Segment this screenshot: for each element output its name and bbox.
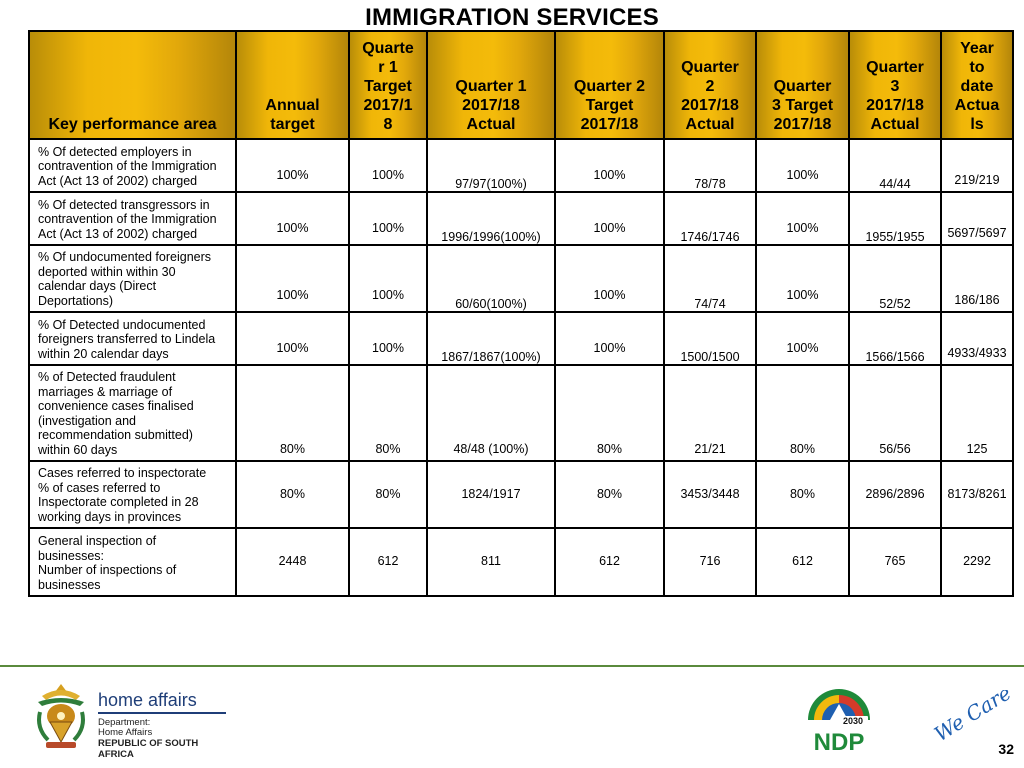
header-ytd-actuals: Year to date Actua ls [941, 31, 1013, 139]
q3-target-cell: 100% [756, 192, 849, 245]
q3-target-cell: 80% [756, 365, 849, 461]
q3-actual-cell: 1566/1566 [849, 312, 941, 365]
ytd-actual-cell: 4933/4933 [941, 312, 1013, 365]
q3-target-cell: 80% [756, 461, 849, 528]
table-row [29, 139, 1013, 192]
q1-target-cell: 80% [349, 461, 427, 528]
q1-actual-cell: 60/60(100%) [427, 245, 555, 312]
country-name: REPUBLIC OF SOUTH AFRICA [98, 738, 199, 760]
kpa-cell: % Of detected transgressors in contravention of the Immigration Act (Act 13 of 2002) charged [29, 192, 236, 245]
slogan-text: We Care! [932, 690, 1012, 747]
table-row [29, 461, 1013, 528]
q2-target-cell: 100% [555, 192, 664, 245]
ndp-2030-logo-icon [800, 684, 878, 756]
kpa-cell: Cases referred to inspectorate % of cases referred to Inspectorate completed in 28 working days in provinces [29, 461, 236, 528]
q1-actual-cell: 48/48 (100%) [427, 365, 555, 461]
q1-actual-cell: 1996/1996(100%) [427, 192, 555, 245]
ytd-actual-cell: 8173/8261 [941, 461, 1013, 528]
table-row [29, 365, 1013, 461]
q2-target-cell: 80% [555, 365, 664, 461]
q1-target-cell: 100% [349, 139, 427, 192]
page-number: 32 [998, 741, 1014, 757]
ytd-actual-cell: 219/219 [941, 139, 1013, 192]
coat-of-arms-icon [32, 682, 90, 754]
header-q3-target: Quarter 3 Target 2017/18 [756, 31, 849, 139]
kpa-cell: General inspection of businesses: Number of inspections of businesses [29, 528, 236, 596]
q3-target-cell: 612 [756, 528, 849, 596]
q1-target-cell: 612 [349, 528, 427, 596]
ytd-actual-cell: 186/186 [941, 245, 1013, 312]
q3-actual-cell: 52/52 [849, 245, 941, 312]
header-key-performance-area: Key performance area [29, 31, 236, 139]
q3-target-cell: 100% [756, 312, 849, 365]
q2-target-cell: 80% [555, 461, 664, 528]
q1-actual-cell: 97/97(100%) [427, 139, 555, 192]
kpa-cell: % of Detected fraudulent marriages & marriage of convenience cases finalised (investigation and recommendation submitted) within 60 days [29, 365, 236, 461]
q2-target-cell: 100% [555, 245, 664, 312]
q2-target-cell: 612 [555, 528, 664, 596]
dept-name: Home Affairs [98, 727, 153, 738]
q2-actual-cell: 716 [664, 528, 756, 596]
ytd-actual-cell: 5697/5697 [941, 192, 1013, 245]
q2-actual-cell: 74/74 [664, 245, 756, 312]
q1-actual-cell: 811 [427, 528, 555, 596]
q3-actual-cell: 1955/1955 [849, 192, 941, 245]
q2-actual-cell: 3453/3448 [664, 461, 756, 528]
annual-target-cell: 100% [236, 312, 349, 365]
kpa-cell: % Of detected employers in contravention of the Immigration Act (Act 13 of 2002) charged [29, 139, 236, 192]
brand-rule [98, 712, 226, 714]
q2-actual-cell: 21/21 [664, 365, 756, 461]
annual-target-cell: 80% [236, 365, 349, 461]
slide-title: IMMIGRATION SERVICES [365, 4, 659, 31]
q2-target-cell: 100% [555, 139, 664, 192]
q1-target-cell: 80% [349, 365, 427, 461]
kpa-table [28, 30, 1014, 597]
q3-actual-cell: 44/44 [849, 139, 941, 192]
kpa-cell: % Of undocumented foreigners deported within within 30 calendar days (Direct Deportations) [29, 245, 236, 312]
ndp-year: 2030 [842, 716, 864, 726]
header-q2-target: Quarter 2 Target 2017/18 [555, 31, 664, 139]
q3-actual-cell: 56/56 [849, 365, 941, 461]
ndp-text: NDP [813, 729, 865, 756]
table-row [29, 192, 1013, 245]
dept-label: Department: [98, 717, 151, 728]
kpa-cell: % Of Detected undocumented foreigners transferred to Lindela within 20 calendar days [29, 312, 236, 365]
annual-target-cell: 100% [236, 245, 349, 312]
header-q1-actual: Quarter 1 2017/18 Actual [427, 31, 555, 139]
ytd-actual-cell: 2292 [941, 528, 1013, 596]
table-row [29, 312, 1013, 365]
header-row [29, 31, 1013, 139]
annual-target-cell: 100% [236, 139, 349, 192]
q3-target-cell: 100% [756, 245, 849, 312]
q2-target-cell: 100% [555, 312, 664, 365]
q1-actual-cell: 1824/1917 [427, 461, 555, 528]
table-row [29, 528, 1013, 596]
annual-target-cell: 80% [236, 461, 349, 528]
q2-actual-cell: 1746/1746 [664, 192, 756, 245]
table-row [29, 245, 1013, 312]
q2-actual-cell: 78/78 [664, 139, 756, 192]
header-annual-target: Annual target [236, 31, 349, 139]
q1-target-cell: 100% [349, 245, 427, 312]
q2-actual-cell: 1500/1500 [664, 312, 756, 365]
q1-actual-cell: 1867/1867(100%) [427, 312, 555, 365]
q3-target-cell: 100% [756, 139, 849, 192]
q3-actual-cell: 765 [849, 528, 941, 596]
q3-actual-cell: 2896/2896 [849, 461, 941, 528]
brand-name: home affairs [98, 690, 197, 710]
home-affairs-brand [98, 690, 228, 760]
header-q3-actual: Quarter 3 2017/18 Actual [849, 31, 941, 139]
annual-target-cell: 100% [236, 192, 349, 245]
annual-target-cell: 2448 [236, 528, 349, 596]
q1-target-cell: 100% [349, 312, 427, 365]
header-q2-actual: Quarter 2 2017/18 Actual [664, 31, 756, 139]
header-q1-target: Quarte r 1 Target 2017/1 8 [349, 31, 427, 139]
ytd-actual-cell: 125 [941, 365, 1013, 461]
footer-divider [0, 665, 1024, 667]
q1-target-cell: 100% [349, 192, 427, 245]
